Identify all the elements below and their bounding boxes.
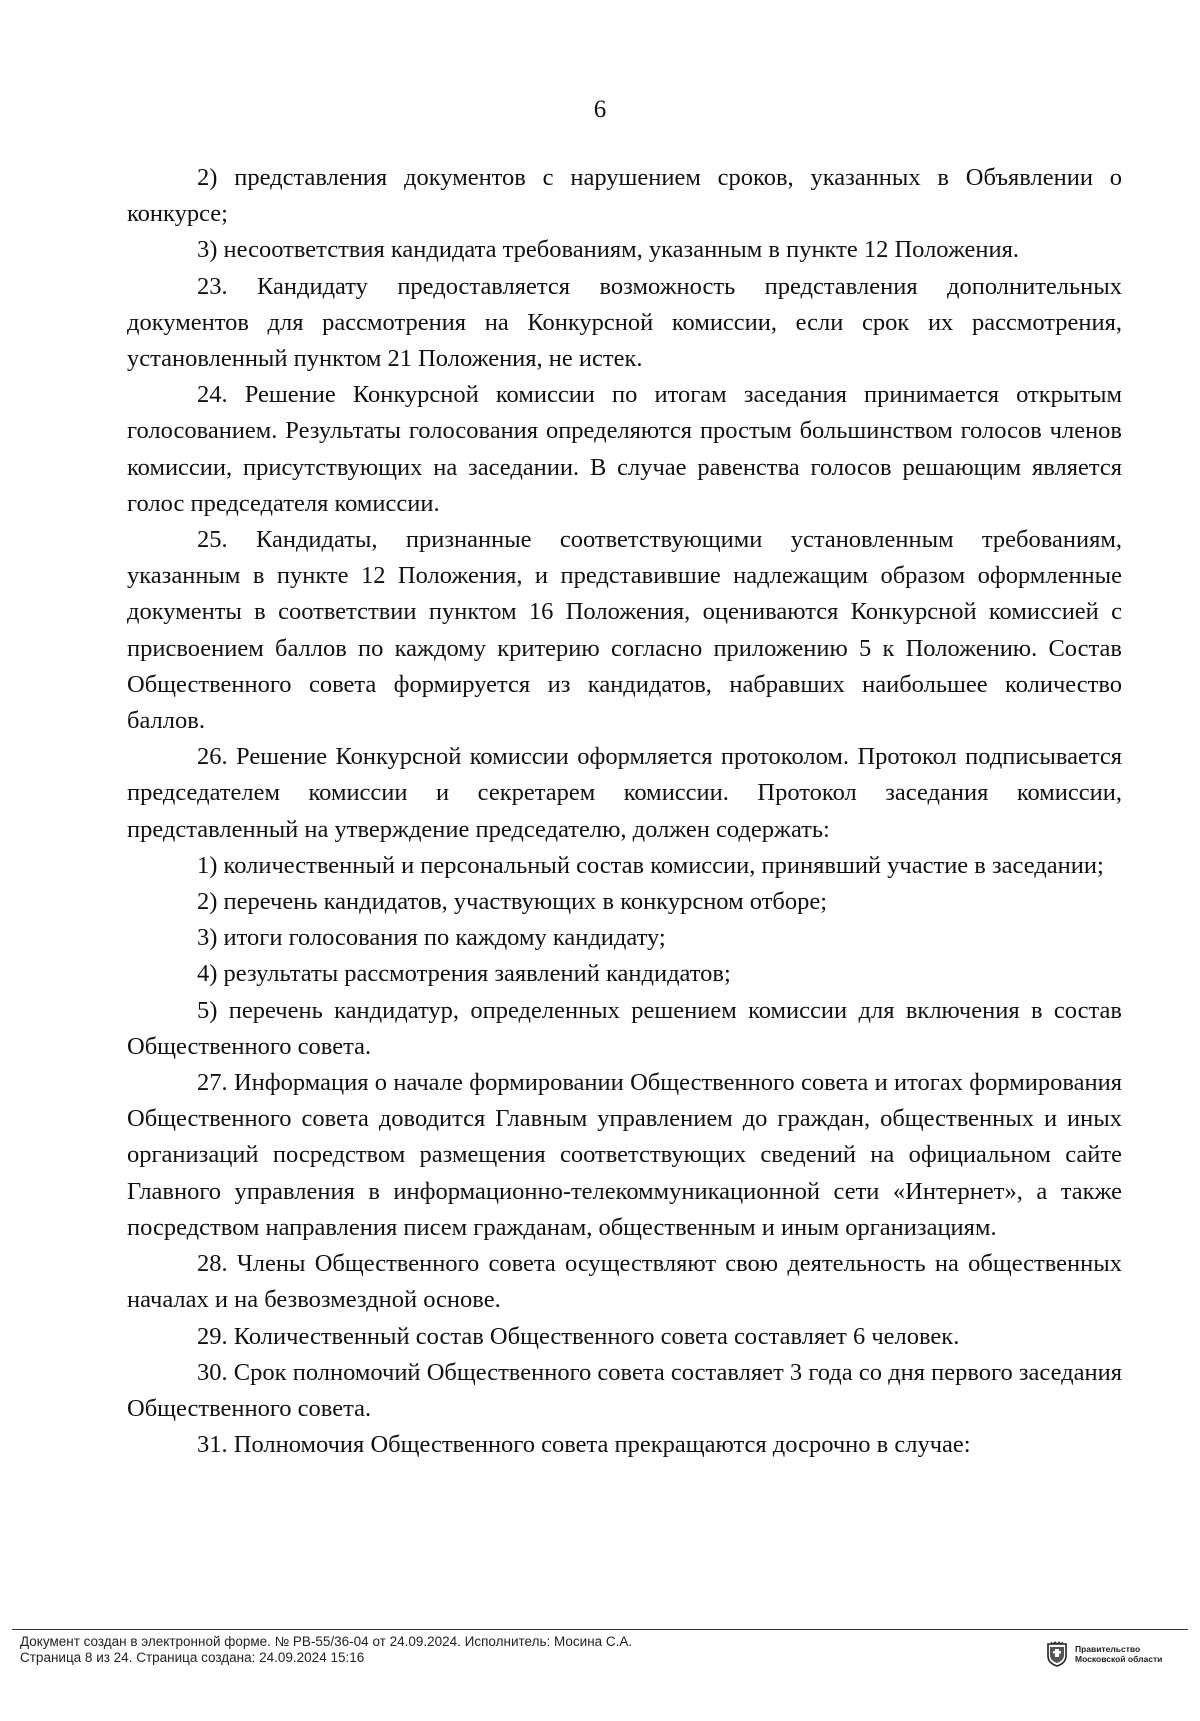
paragraph: 3) итоги голосования по каждому кандидату; — [197, 924, 666, 952]
paragraph: 31. Полномочия Общественного совета прекращаются досрочно в случае: — [197, 1431, 971, 1459]
paragraph: 30. Срок полномочий Общественного совета составляет 3 года со дня первого заседания Общественного совета. — [127, 1358, 1122, 1422]
paragraph: 29. Количественный состав Общественного совета составляет 6 человек. — [197, 1322, 960, 1350]
paragraph: 1) количественный и персональный состав комиссии, принявший участие в заседании; — [197, 851, 1104, 879]
paragraph: 2) представления документов с нарушением сроков, указанных в Объявлении о конкурсе; — [127, 164, 1122, 228]
paragraph: 5) перечень кандидатур, определенных решением комиссии для включения в состав Общественного совета. — [127, 996, 1122, 1060]
footer-line-page: Страница 8 из 24. Страница создана: 24.09.2024 15:16 — [20, 1650, 365, 1665]
logo-line-government: Правительство — [1075, 1644, 1141, 1654]
document-body — [127, 160, 1122, 1463]
paragraph: 24. Решение Конкурсной комиссии по итогам заседания принимается открытым голосованием. Результаты голосования определяются простым большинством голосов членов комиссии, присутствующих на заседании. В случае равенства голосов решающим является голос председателя комиссии. — [127, 381, 1122, 517]
emblem-icon — [1046, 1641, 1068, 1667]
paragraph: 27. Информация о начале формировании Общественного совета и итогах формирования Общественного совета доводится Главным управлением до граждан, общественных и иных организаций посредством размещения соответствующих сведений на официальном сайте Главного управления в информационно-телекоммуникационной сети «Интернет», а также посредством направления писем гражданам, общественным и иным организациям. — [127, 1069, 1122, 1241]
footer-metadata — [20, 1634, 920, 1666]
paragraph: 26. Решение Конкурсной комиссии оформляется протоколом. Протокол подписывается председателем комиссии и секретарем комиссии. Протокол заседания комиссии, представленный на утверждение председателю, должен содержать: — [127, 743, 1122, 843]
paragraph: 2) перечень кандидатов, участвующих в конкурсном отборе; — [197, 888, 828, 916]
footer-line-document: Документ создан в электронной форме. № РВ-55/36-04 от 24.09.2024. Исполнитель: Мосина С.А. — [20, 1634, 633, 1649]
paragraph: 23. Кандидату предоставляется возможность представления дополнительных документов для рассмотрения на Конкурсной комиссии, если срок их рассмотрения, установленный пунктом 21 Положения, не истек. — [127, 272, 1122, 373]
paragraph: 4) результаты рассмотрения заявлений кандидатов; — [197, 960, 731, 988]
paragraph: 25. Кандидаты, признанные соответствующими установленным требованиям, указанным в пункте 12 Положения, и представившие надлежащим образом оформленные документы в соответствии пунктом 16 Положения, оцениваются Конкурсной комиссией с присвоением баллов по каждому критерию согласно приложению 5 к Положению. Состав Общественного совета формируется из кандидатов, набравших наибольшее количество баллов. — [127, 526, 1122, 735]
paragraph: 28. Члены Общественного совета осуществляют свою деятельность на общественных началах и на безвозмездной основе. — [127, 1250, 1122, 1314]
government-logo — [1046, 1641, 1162, 1667]
paragraph: 3) несоответствия кандидата требованиям, указанным в пункте 12 Положения. — [197, 236, 1020, 264]
page-number: 6 — [593, 96, 607, 123]
footer-divider — [12, 1629, 1188, 1630]
logo-line-region: Московской области — [1075, 1654, 1163, 1664]
